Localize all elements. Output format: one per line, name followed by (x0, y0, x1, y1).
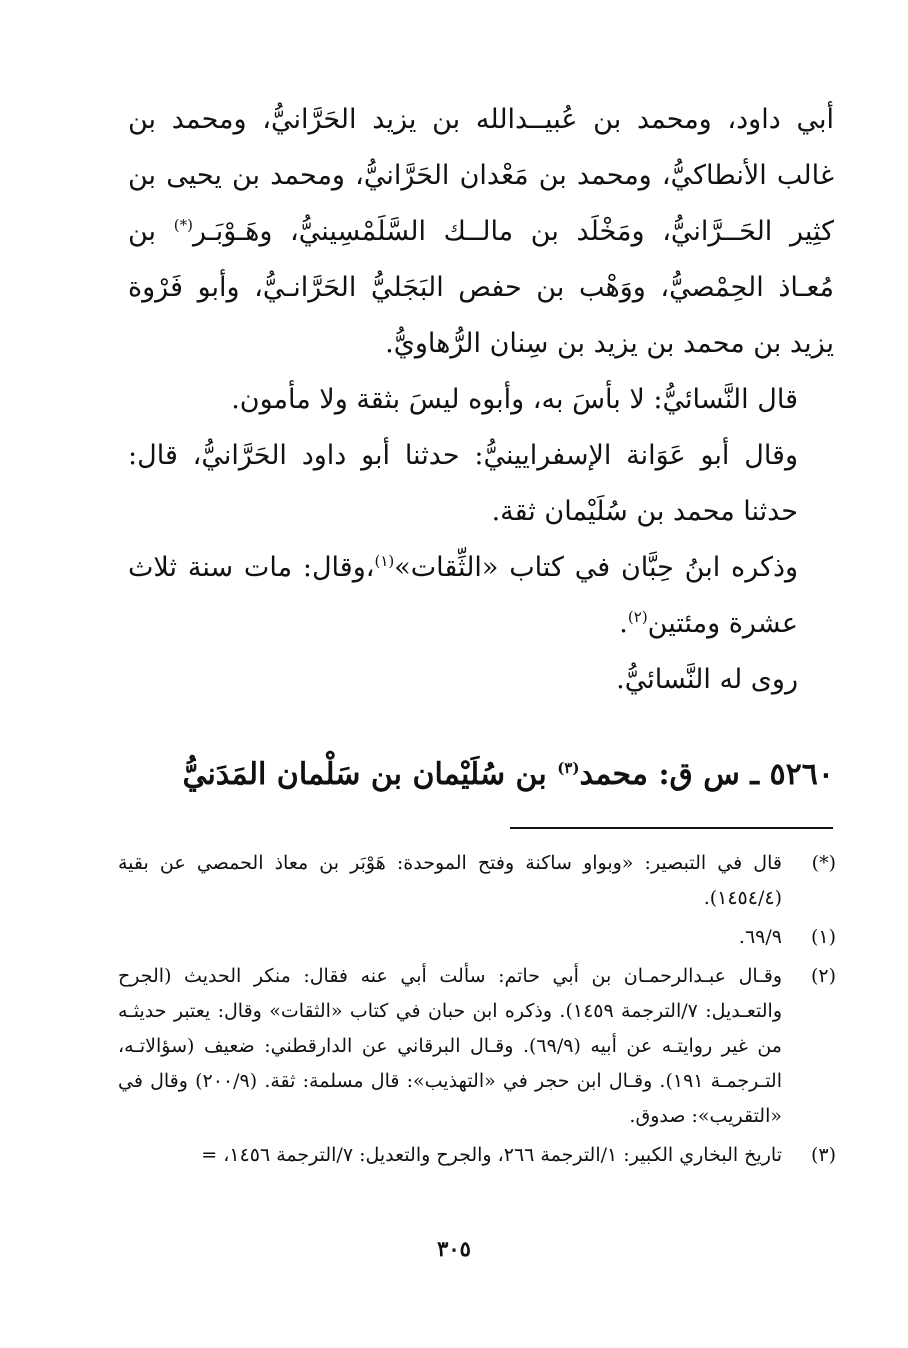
footnote-marker-star: (*) (173, 216, 193, 234)
footnote-marker-3: (٣) (557, 759, 580, 777)
footnote-text: ٦٩/٩. (738, 926, 782, 948)
entry-heading (128, 750, 834, 800)
footnote-number: (١) (810, 926, 836, 948)
footnote-text: تاريخ البخاري الكبير: ١/الترجمة ٢٦٦، والجرح والتعديل: ٧/الترجمة ١٤٥٦، = (201, 1144, 782, 1166)
paragraph-narrators-text: أبي داود، ومحمد بن عُبيــدالله بن يزيد الحَرَّانيُّ، ومحمد بن غالب الأنطاكيُّ، ومحمد بن مَعْدان الحَرَّانيُّ، ومحمد بن يحيى بن كثِير الحَــرَّانيُّ، ومَخْلَد بن مالــك السَّلَمْسِينيُّ، وهَـوْبَـر (128, 104, 834, 247)
footnote-marker-1: (١) (374, 552, 395, 570)
paragraph-nasai: قال النَّسائيُّ: لا بأسَ به، وأبوه ليسَ بثقة ولا مأمون. (231, 384, 798, 415)
footnote-text: قال في التبصير: «وبواو ساكنة وفتح الموحدة: هَوْبَر بن معاذ الحمصي عن بقية (١٤٥٤/٤). (118, 852, 782, 909)
footnote-number: (*) (811, 852, 836, 874)
paragraph-abu-awana: وقال أبو عَوَانة الإسفرايينيُّ: حدثنا أبو داود الحَرَّانيُّ، قال: حدثنا محمد بن سُلَيْمان ثقة. (128, 440, 798, 527)
paragraph-narrators-text-rest: بن مُعـاذ الحِمْصيُّ، ووَهْب بن حفص البَجَليُّ الحَرَّانـيُّ، وأبو فَرْوة يزيد بن محمد بن يزيد بن سِنان الرُّهاويُّ. (128, 216, 834, 359)
ibn-hibban-text-c: . (619, 608, 628, 639)
footnote-marker-2: (٢) (627, 608, 648, 626)
footnote-number: (٢) (810, 965, 836, 987)
ibn-hibban-text-b: ،وقال: مات سنة ثلاث عشرة ومئتين (128, 552, 798, 639)
footnotes (118, 846, 836, 1177)
entry-name: بن سُلَيْمان بن سَلْمان المَدَنيُّ (182, 757, 558, 792)
paragraph-narrators (128, 92, 834, 372)
footnote-divider (510, 827, 833, 829)
footnote-number: (٣) (810, 1144, 836, 1166)
footnote-item (118, 959, 836, 1134)
paragraph-ibn-hibban (128, 540, 834, 652)
main-text (128, 92, 834, 708)
ibn-hibban-text-a: وذكره ابنُ حِبَّان في كتاب «الثِّقات» (394, 552, 799, 583)
page-number: ٣٠٥ (437, 1236, 471, 1261)
footnote-text: وقـال عبـدالرحمـان بن أبي حاتم: سألت أبي عنه فقال: منكر الحديث (الجرح والتعـديل: ٧/الترجمة ١٤٥٩). وذكره ابن حبان في كتاب «الثقات» وقال: يعتبر حديثـه من غير روايتـه عن أبيه (٦٩/٩). وقـال البرقاني عن الدارقطني: ضعيف (سؤالاتـه، التـرجمـة ١٩١). وقـال ابن حجر في «التهذيب»: قال مسلمة: ثقة. (٢٠٠/٩) وقال في «التقريب»: صدوق. (118, 965, 782, 1127)
paragraph-narrated-by: روى له النَّسائيُّ. (616, 664, 798, 695)
footnote-item (118, 1138, 836, 1173)
footnote-item (118, 846, 836, 916)
entry-number: ٥٢٦٠ ـ س ق: محمد (579, 757, 834, 792)
footnote-item (118, 920, 836, 955)
